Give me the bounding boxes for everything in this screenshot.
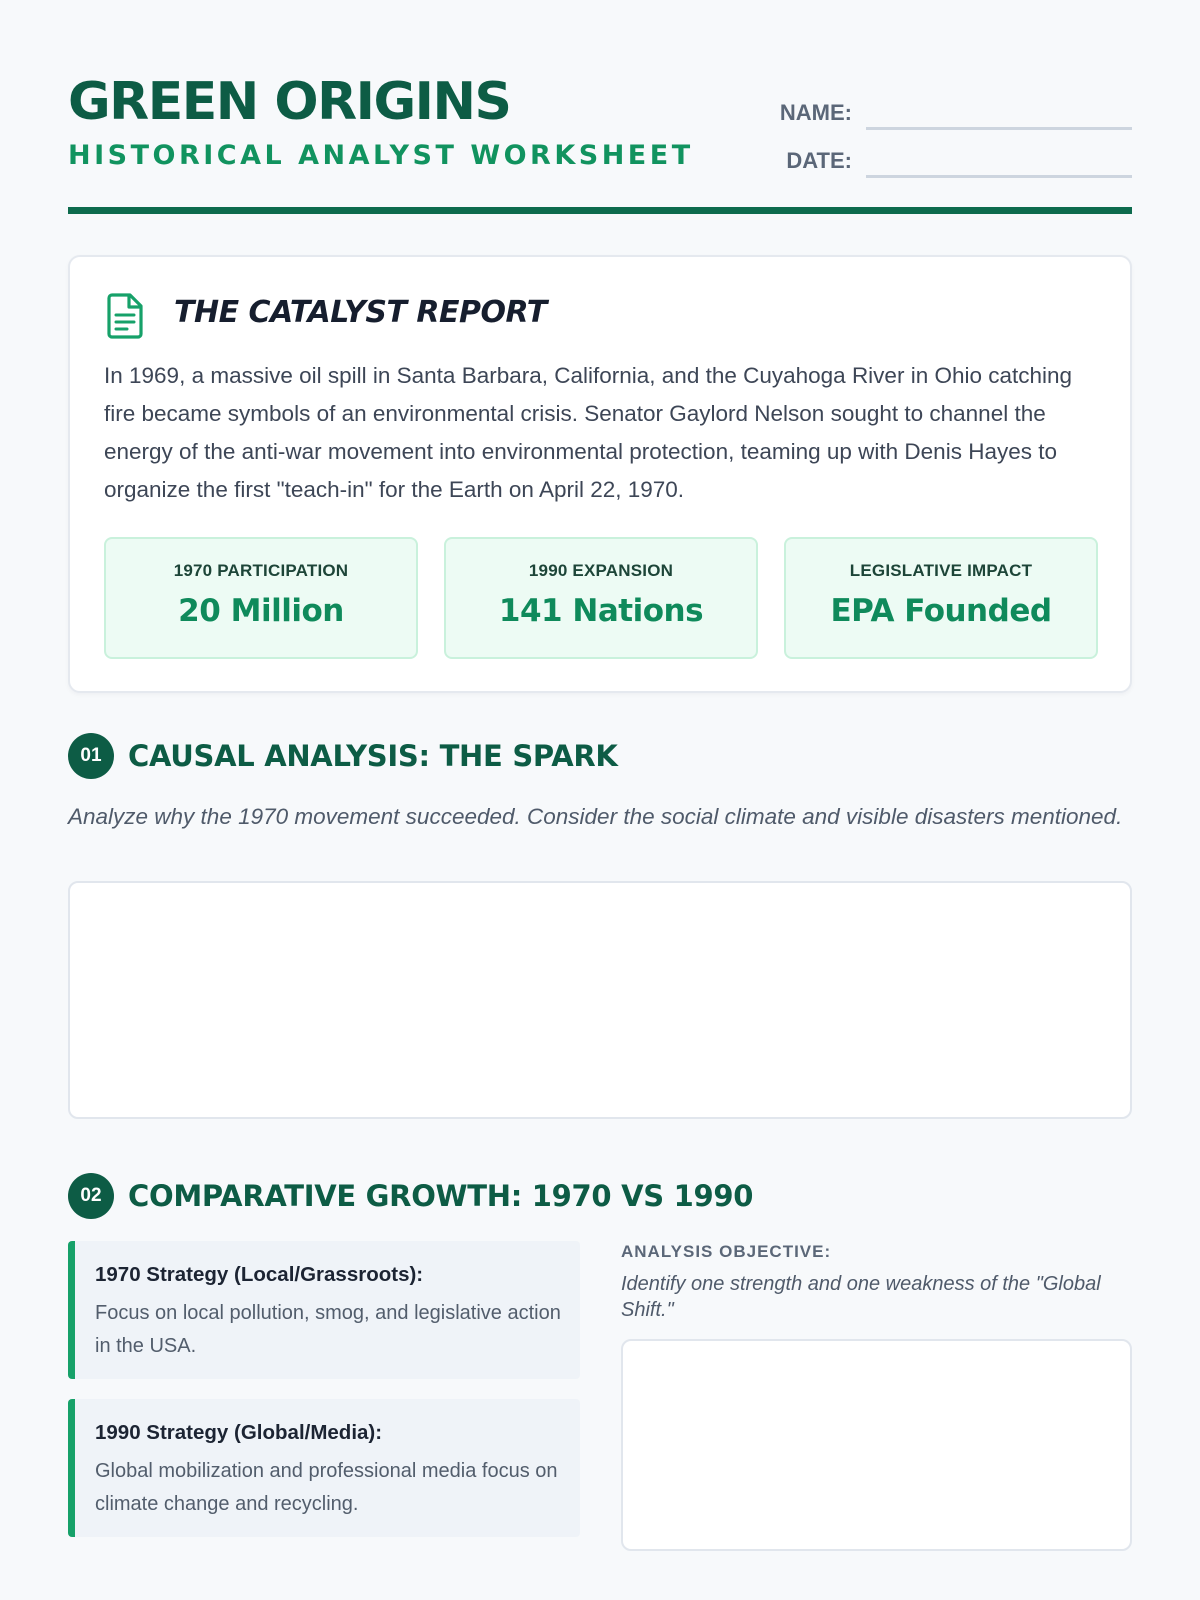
section-title: CAUSAL ANALYSIS: THE SPARK xyxy=(128,739,618,773)
section-instruction: Analyze why the 1970 movement succeeded. Consider the social climate and visible disasters mentioned. xyxy=(68,804,1123,829)
date-input-line[interactable] xyxy=(866,175,1132,178)
stat-label: 1970 PARTICIPATION xyxy=(173,561,349,580)
strategy-text: Global mobilization and professional media focus on climate change and recycling. xyxy=(95,1460,558,1515)
stat-label: 1990 EXPANSION xyxy=(528,561,674,580)
report-body: In 1969, a massive oil spill in Santa Barbara, California, and the Cuyahoga River in Ohio catching fire became symbols of an environmental crisis. Senator Gaylord Nelson sought to channel the energy of the anti-war movement into environmental protection, teaming up with Denis Hayes to organize the first "teach-in" for the Earth on April 22, 1970. xyxy=(104,363,1073,502)
strategy-title: 1970 Strategy (Local/Grassroots): xyxy=(95,1263,424,1286)
stat-value: EPA Founded xyxy=(830,593,1052,629)
section-number-badge: 01 xyxy=(68,733,114,779)
stat-value: 20 Million xyxy=(178,593,344,629)
section-comparative-growth-header xyxy=(68,1173,1132,1221)
section-causal-analysis-header xyxy=(68,733,1132,781)
stat-label: LEGISLATIVE IMPACT xyxy=(849,561,1033,580)
strategy-title: 1990 Strategy (Global/Media): xyxy=(95,1421,383,1444)
section-title: COMPARATIVE GROWTH: 1970 VS 1990 xyxy=(128,1179,754,1213)
document-icon xyxy=(106,293,144,339)
analysis-objective-text: Identify one strength and one weakness of the "Global Shift." xyxy=(621,1273,1101,1321)
header-divider xyxy=(68,207,1132,214)
stat-card-participation xyxy=(104,537,418,659)
page-subtitle: HISTORICAL ANALYST WORKSHEET xyxy=(68,140,694,171)
causal-analysis-answer-box[interactable] xyxy=(68,881,1132,1119)
date-label: DATE: xyxy=(786,148,852,173)
name-label: NAME: xyxy=(779,100,852,125)
stat-value: 141 Nations xyxy=(498,593,704,629)
report-title: THE CATALYST REPORT xyxy=(174,295,547,330)
stat-card-expansion xyxy=(444,537,758,659)
page-title: GREEN ORIGINS xyxy=(68,72,511,132)
strategy-card-1990 xyxy=(68,1399,580,1537)
stat-card-legislative xyxy=(784,537,1098,659)
strategy-card-1970 xyxy=(68,1241,580,1379)
section-number-badge: 02 xyxy=(68,1173,114,1219)
stats-row xyxy=(104,537,1098,659)
name-input-line[interactable] xyxy=(866,127,1132,130)
name-field-row xyxy=(772,96,1132,136)
analysis-objective-label: ANALYSIS OBJECTIVE: xyxy=(621,1242,832,1261)
comparative-growth-answer-box[interactable] xyxy=(621,1339,1132,1551)
catalyst-report-card xyxy=(68,255,1132,693)
date-field-row xyxy=(772,144,1132,184)
worksheet-header xyxy=(68,0,1132,214)
strategy-text: Focus on local pollution, smog, and legislative action in the USA. xyxy=(95,1302,561,1357)
